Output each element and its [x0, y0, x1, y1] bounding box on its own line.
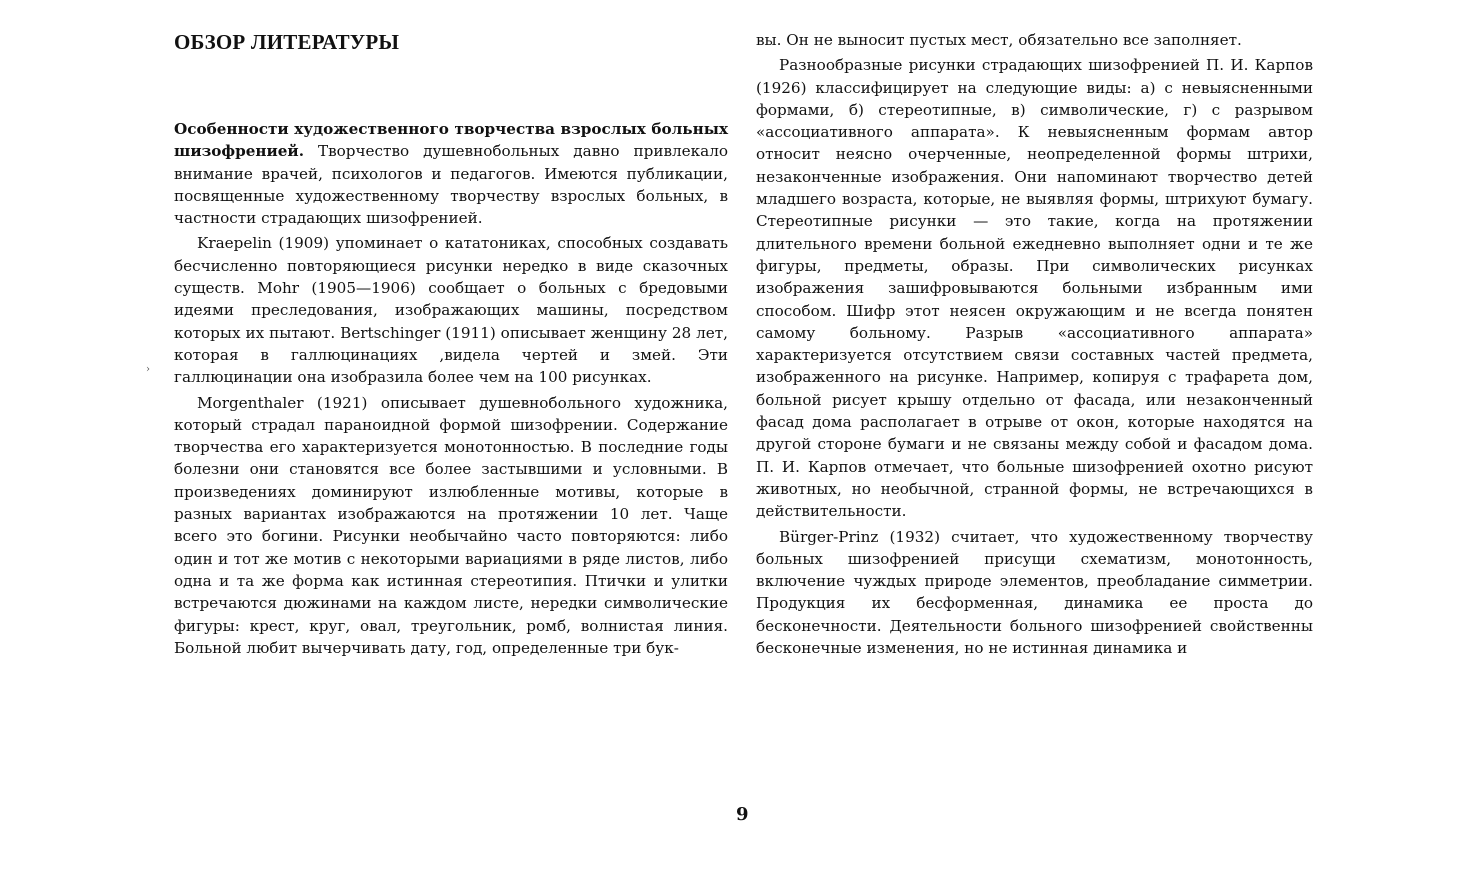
paragraph: Bürger-Prinz (1932) считает, что художественному творчеству больных шизофренией присущи схематизм, монотонность, включение чуждых природе элементов, преобладание симметрии. Продукция их бесформенная, динамика ее проста до бесконечности. Деятельности больного шизофренией свойственны бесконечные изменения, но не истинная динамика и: [756, 527, 1313, 658]
page-number: 9: [736, 804, 749, 825]
paragraph: Morgenthaler (1921) описывает душевнобольного художника, который страдал параноидной формой шизофрении. Содержание творчества его характеризуется монотонностью. В последние годы болезни они становятся все более застывшими и условными. В произведениях доминируют излюбленные мотивы, которые в разных вариантах изображаются на протяжении 10 лет. Чаще всего это богини. Рисунки необычайно часто повторяются: либо один и тот же мотив с некоторыми вариациями в ряде листов, либо одна и та же форма как истинная стереотипия. Птички и улитки встречаются дюжинами на каждом листе, нередки символические фигуры: крест, круг, овал, треугольник, ромб, волнистая линия. Больной любит вычерчивать дату, год, определенные три бук-: [174, 393, 728, 657]
paragraph: Kraepelin (1909) упоминает о кататониках, способных создавать бесчисленно повторяющиеся рисунки нередко в виде сказочных существ. Mohr (1905—1906) сообщает о больных с бредовыми идеями преследования, изображающих машины, посредством которых их пытают. Bertschinger (1911) описывает женщину 28 лет, которая в галлюцинациях ,видела чертей и змей. Эти галлюцинации она изобразила более чем на 100 рисунках.: [174, 234, 728, 387]
paragraph: Разнообразные рисунки страдающих шизофренией П. И. Карпов (1926) классифицирует на следующие виды: а) с невыясненными формами, б) стереотипные, в) символические, г) с разрывом «ассоциативного аппарата». К невыясненным формам автор относит неясно очерченные, неопределенной формы штрихи, незаконченные изображения. Они напоминают творчество детей младшего возраста, которые, не выявляя формы, штрихуют бумагу. Стереотипные рисунки — это такие, когда на протяжении длительного времени больной ежедневно выполняет одни и те же фигуры, предметы, образы. При символических рисунках изображения зашифровываются больными избранным ими способом. Шифр этот неясен окружающим и не всегда понятен самому больному. Разрыв «ассоциативного аппарата» характеризуется отсутствием связи составных частей предмета, изображенного на рисунке. Например, копируя с трафарета дом, больной рисует крышу отдельно от фасада, или незаконченный фасад дома располагает в отрыве от окон, которые находятся на другой стороне бумаги и не связаны между собой и фасадом дома. П. И. Карпов отмечает, что больные шизофренией охотно рисуют животных, но необычной, странной формы, не встречающихся в действительности.: [756, 56, 1313, 521]
running-header: ОБЗОР ЛИТЕРАТУРЫ: [174, 30, 400, 54]
paragraph-text: Творчество душевнобольных давно привлекало внимание врачей, психологов и педагогов. Имеются публикации, посвященные художественному творчеству взрослых больных, в частности страдающих шизофренией.: [174, 142, 728, 228]
right-column: [756, 29, 1313, 659]
paragraph: [174, 118, 728, 229]
paragraph: вы. Он не выносит пустых мест, обязательно все заполняет.: [756, 31, 1242, 49]
left-column: [174, 118, 728, 659]
section-title: Особенности художественного творчества взрослых больных шизофренией.: [174, 120, 728, 161]
margin-speck: ›: [146, 364, 150, 375]
